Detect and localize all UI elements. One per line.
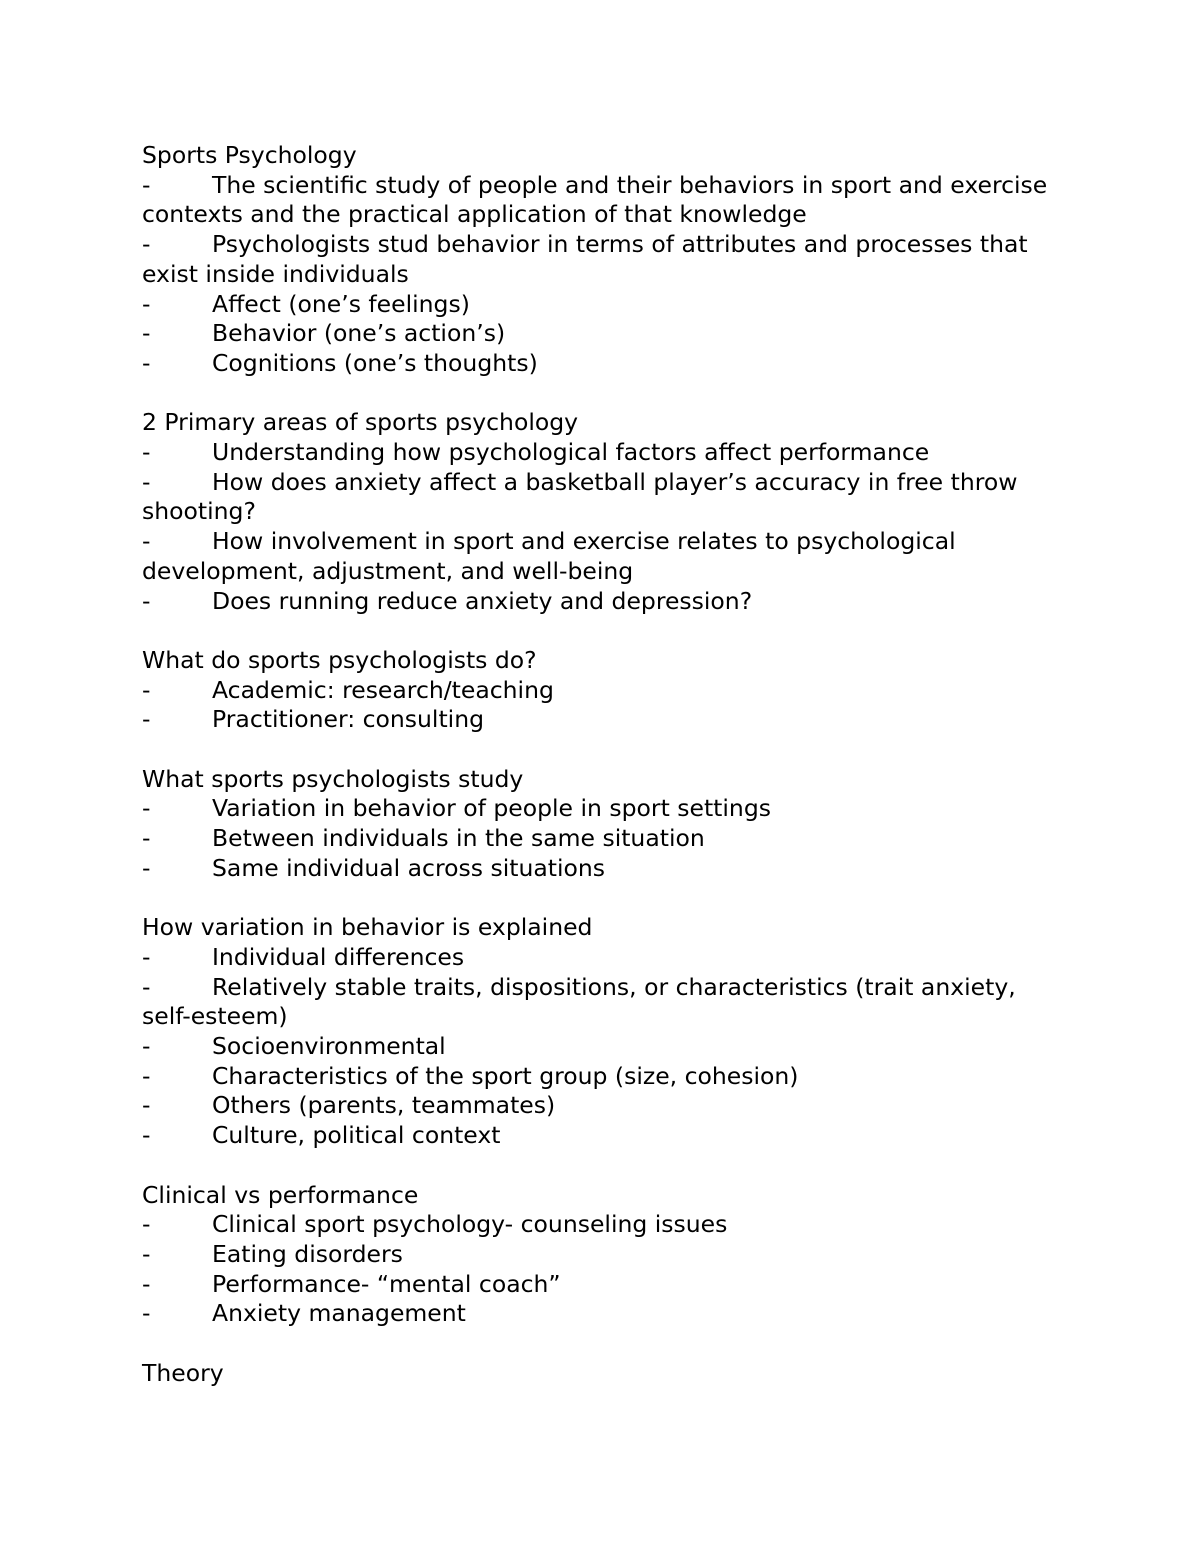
list-item — [142, 171, 1052, 230]
section-primary-areas — [142, 408, 1052, 616]
list-item-text: Relatively stable traits, dispositions, or characteristics (trait anxiety, self-esteem) — [142, 972, 1016, 1031]
list-item-text: Between individuals in the same situation — [212, 824, 705, 853]
bullet-dash: - — [142, 972, 151, 1001]
list-item-text: Performance- “mental coach” — [212, 1269, 561, 1298]
list-item-text: How does anxiety affect a basketball player’s accuracy in free throw shooting? — [142, 467, 1018, 526]
list-item-text: Affect (one’s feelings) — [212, 289, 470, 318]
bullet-dash: - — [142, 942, 151, 971]
section-heading: Clinical vs performance — [142, 1180, 419, 1209]
list-item-text: Culture, political context — [212, 1121, 501, 1150]
list-item-text: Characteristics of the sport group (size, cohesion) — [212, 1061, 799, 1090]
list-item — [142, 1121, 1052, 1151]
list-item-text: Same individual across situations — [212, 853, 605, 882]
document-body — [142, 141, 1052, 1418]
bullet-dash: - — [142, 170, 151, 199]
bullet-dash: - — [142, 1239, 151, 1268]
bullet-dash: - — [142, 794, 151, 823]
list-item — [142, 824, 1052, 854]
section-heading: How variation in behavior is explained — [142, 913, 593, 942]
list-item-text: Behavior (one’s action’s) — [212, 319, 506, 348]
list-item-text: Practitioner: consulting — [212, 705, 485, 734]
section-what-do-they-do — [142, 646, 1052, 735]
list-item-text: Cognitions (one’s thoughts) — [212, 348, 538, 377]
bullet-dash: - — [142, 1061, 151, 1090]
list-item — [142, 319, 1052, 349]
list-item — [142, 794, 1052, 824]
bullet-list — [142, 794, 1052, 883]
list-item-text: Socioenvironmental — [212, 1032, 446, 1061]
bullet-dash: - — [142, 319, 151, 348]
list-item — [142, 230, 1052, 289]
list-item-text: Variation in behavior of people in sport settings — [212, 794, 771, 823]
list-item — [142, 943, 1052, 973]
list-item — [142, 973, 1052, 1032]
list-item-text: Eating disorders — [212, 1239, 403, 1268]
bullet-dash: - — [142, 467, 151, 496]
section-variation-explained — [142, 913, 1052, 1151]
list-item-text: Individual differences — [212, 942, 465, 971]
section-heading: Theory — [142, 1358, 224, 1387]
bullet-dash: - — [142, 705, 151, 734]
bullet-list — [142, 676, 1052, 735]
list-item — [142, 1062, 1052, 1092]
bullet-dash: - — [142, 1269, 151, 1298]
list-item — [142, 1210, 1052, 1240]
list-item-text: Anxiety management — [212, 1299, 466, 1328]
list-item-text: Others (parents, teammates) — [212, 1091, 556, 1120]
list-item-text: The scientific study of people and their behaviors in sport and exercise contexts and the practical application of that knowledge — [142, 170, 1048, 229]
bullet-dash: - — [142, 230, 151, 259]
bullet-dash: - — [142, 586, 151, 615]
list-item — [142, 468, 1052, 527]
list-item — [142, 1240, 1052, 1270]
list-item — [142, 1299, 1052, 1329]
bullet-dash: - — [142, 675, 151, 704]
bullet-dash: - — [142, 527, 151, 556]
section-clinical-vs-performance — [142, 1181, 1052, 1330]
list-item-text: Psychologists stud behavior in terms of attributes and processes that exist inside individuals — [142, 230, 1028, 288]
bullet-dash: - — [142, 853, 151, 882]
list-item — [142, 705, 1052, 735]
bullet-dash: - — [142, 1210, 151, 1239]
list-item — [142, 854, 1052, 884]
bullet-list — [142, 438, 1052, 616]
section-heading: 2 Primary areas of sports psychology — [142, 408, 579, 437]
bullet-dash: - — [142, 1032, 151, 1061]
list-item — [142, 587, 1052, 617]
section-theory — [142, 1359, 1052, 1389]
list-item — [142, 1032, 1052, 1062]
section-sports-psychology — [142, 141, 1052, 379]
bullet-list — [142, 943, 1052, 1151]
list-item — [142, 349, 1052, 379]
list-item — [142, 527, 1052, 586]
list-item — [142, 676, 1052, 706]
list-item — [142, 1270, 1052, 1300]
list-item-text: Does running reduce anxiety and depression? — [212, 586, 753, 615]
bullet-dash: - — [142, 289, 151, 318]
list-item-text: Clinical sport psychology- counseling issues — [212, 1210, 728, 1239]
list-item-text: How involvement in sport and exercise relates to psychological development, adjustment, and well-being — [142, 527, 956, 585]
bullet-list — [142, 1210, 1052, 1329]
section-heading: Sports Psychology — [142, 141, 357, 169]
bullet-dash: - — [142, 1299, 151, 1328]
bullet-dash: - — [142, 1091, 151, 1120]
list-item-text: Academic: research/teaching — [212, 675, 554, 704]
bullet-list — [142, 171, 1052, 379]
bullet-dash: - — [142, 1121, 151, 1150]
list-item — [142, 438, 1052, 468]
list-item — [142, 290, 1052, 320]
list-item — [142, 1091, 1052, 1121]
bullet-dash: - — [142, 348, 151, 377]
section-what-they-study — [142, 765, 1052, 884]
list-item-text: Understanding how psychological factors affect performance — [212, 438, 930, 467]
bullet-dash: - — [142, 824, 151, 853]
bullet-dash: - — [142, 438, 151, 467]
section-heading: What do sports psychologists do? — [142, 645, 537, 674]
section-heading: What sports psychologists study — [142, 764, 524, 793]
